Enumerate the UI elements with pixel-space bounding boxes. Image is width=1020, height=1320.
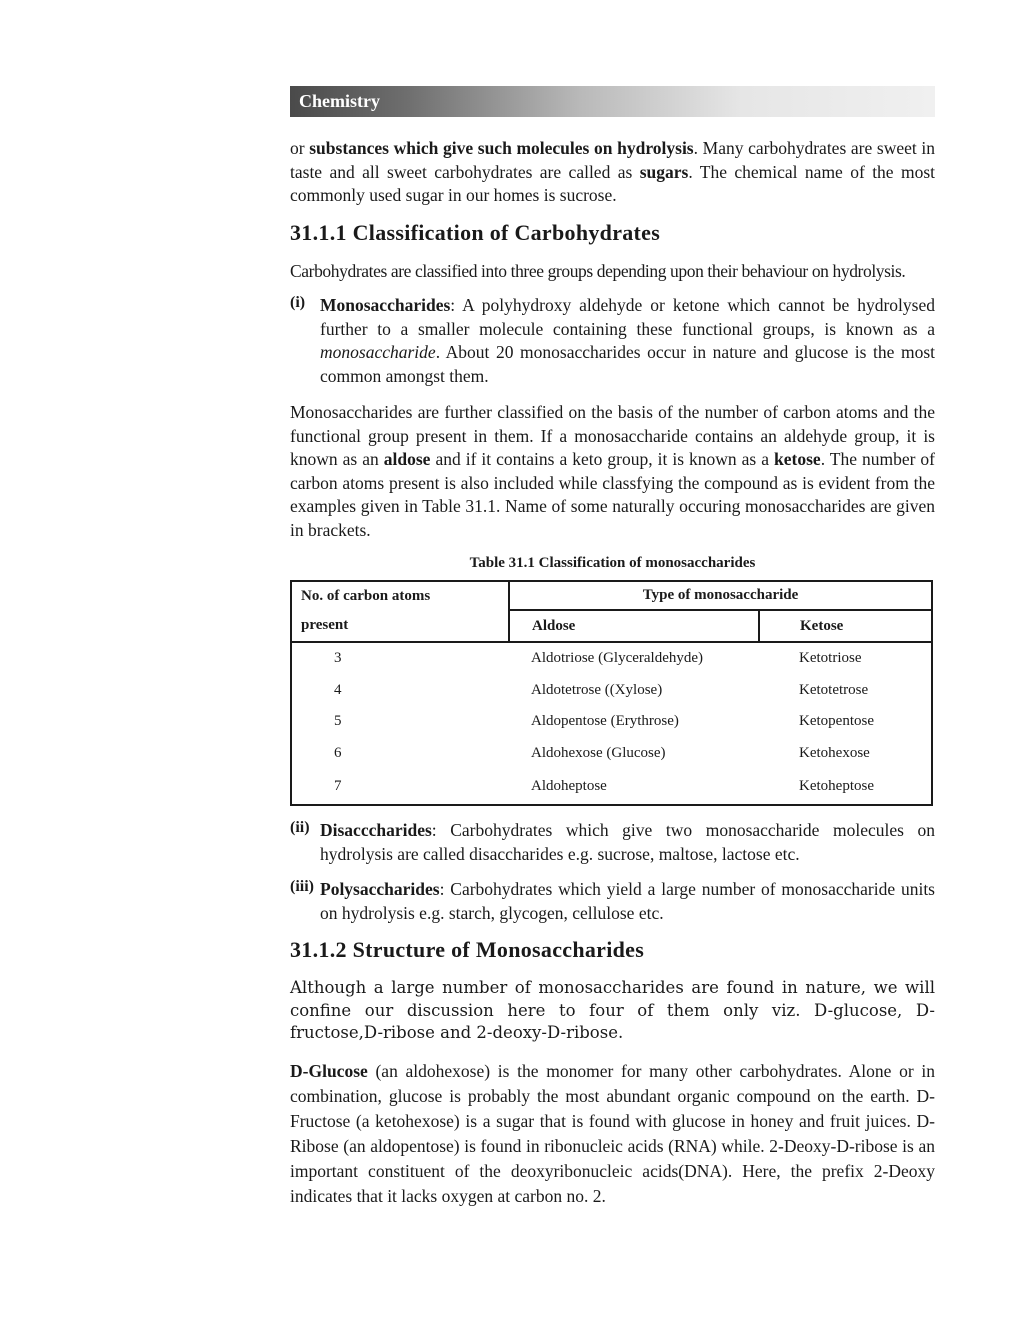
mono-text-1: Monosaccharides are further classified on the basis of the number of carbon atoms and the functional group present in them. If a monosaccharide contains an aldehyde group, it is known as an [290,402,935,469]
page-content [290,86,935,1209]
header-type-of-monosaccharide: Type of monosaccharide [509,581,932,610]
term-monosaccharide-italic: monosaccharide [320,342,436,362]
header-aldose: Aldose [509,610,759,642]
cell-aldose: Aldotriose (Glyceraldehyde) [531,650,704,667]
monosaccharide-paragraph [290,401,935,542]
cell-aldose: Aldohexose (Glucose) [531,744,666,761]
cell-ketose: Ketoheptose [799,778,874,794]
mono-text-2: and if it contains a keto group, it is known as a [430,449,775,469]
section-heading-classification: 31.1.1 Classification of Carbohydrates [290,219,661,245]
table-row [291,675,932,707]
list-item-polysaccharides [290,878,935,925]
cell-ketose: Ketopentose [799,713,874,730]
monosaccharide-table [290,580,933,806]
item-i-text-1: : A polyhydroxy aldehyde or ketone which cannot be hydrolysed further to a smaller molecule containing these functional groups, is known as a [320,295,935,339]
section-heading-structure: 31.1.2 Structure of Monosaccharides [290,937,645,962]
term-aldose: aldose [383,449,431,469]
table-caption: Table 31.1 Classification of monosaccharides [469,555,756,571]
table-row [291,642,932,675]
cell-carbon-count: 7 [334,778,342,794]
item-i-text-2: . About 20 monosaccharides occur in nature and glucose is the most common amongst them. [320,342,935,386]
intro-bold-1: substances which give such molecules on hydrolysis [309,138,694,158]
list-item-text [320,878,935,925]
cell-ketose: Ketotriose [799,650,862,667]
chapter-header-bar [290,86,935,117]
cell-ketose: Ketotetrose [799,681,869,698]
cell-ketose: Ketohexose [799,744,870,761]
chapter-title: Chemistry [299,91,380,111]
classification-paragraph: Carbohydrates are classified into three groups depending upon their behaviour on hydrolysis. [290,260,906,281]
cell-aldose: Aldotetrose ((Xylose) [531,681,663,698]
list-item-monosaccharides [290,294,935,388]
intro-text-2: . Many carbohydrates are sweet in taste and all sweet carbohydrates are called as [290,138,936,182]
cell-carbon-count: 5 [334,713,342,730]
header-carbon-atoms-line1: No. of carbon atoms [291,581,509,610]
cell-aldose: Aldoheptose [531,778,607,794]
item-iii-text: : Carbohydrates which yield a large number of monosaccharide units on hydrolysis e.g. starch, glycogen, cellulose etc. [320,879,935,923]
mono-text-3: . The number of carbon atoms present is also included while classfying the compound as is evident from the examples given in Table 31.1. Name of some naturally occuring monosaccharides are given in brackets. [290,449,936,540]
intro-paragraph [290,137,935,208]
list-item-disaccharides [290,819,935,866]
table-row [291,706,932,738]
intro-text-3: . The chemical name of the most commonly used sugar in our homes is sucrose. [290,161,936,205]
cell-aldose: Aldopentose (Erythrose) [531,713,679,730]
list-item-label: (ii) [290,819,310,836]
glucose-text: (an aldohexose) is the monomer for many other carbohydrates. Alone or in combination, glucose is probably the most abundant organic compound on the earth. D-Fructose (a ketohexose) is a sugar that is found with glucose in honey and fruit juices. D-Ribose (an aldopentose) is found in ribonucleic acids (RNA) while. 2-Deoxy-D-ribose is an important constituent of the deoxyribonucleic acids(DNA). Here, the prefix 2-Deoxy indicates that it lacks oxygen at carbon no. 2. [290,1060,935,1206]
intro-bold-2: sugars [639,161,689,182]
table-row [291,738,932,770]
term-disaccharides: Disacccharides [320,820,432,840]
header-ketose: Ketose [800,617,844,634]
intro-text-1: or [290,138,310,158]
glucose-paragraph [290,1059,935,1209]
structure-paragraph: Although a large number of monosaccharides are found in nature, we will confine our discussion here to four of them only viz. D-glucose, D-fructose,D-ribose and 2-deoxy-D-ribose. [290,978,935,1042]
cell-carbon-count: 3 [334,650,342,667]
cell-carbon-count: 6 [334,744,342,761]
table-row [291,769,932,805]
term-d-glucose: D-Glucose [290,1060,368,1081]
list-item-text [320,819,935,866]
header-carbon-atoms-line2: present [291,610,509,642]
list-item-label: (iii) [290,878,314,895]
list-item-text [320,294,935,388]
term-ketose: ketose [774,449,821,469]
item-ii-text: : Carbohydrates which give two monosaccharide molecules on hydrolysis are called disaccharides e.g. sucrose, maltose, lactose etc. [320,820,935,864]
list-item-label: (i) [290,294,306,311]
term-polysaccharides: Polysaccharides [320,879,440,899]
table-header-row-1 [291,581,932,610]
term-monosaccharides: Monosaccharides [320,295,451,315]
table-header-row-2 [291,610,932,642]
cell-carbon-count: 4 [334,681,342,698]
